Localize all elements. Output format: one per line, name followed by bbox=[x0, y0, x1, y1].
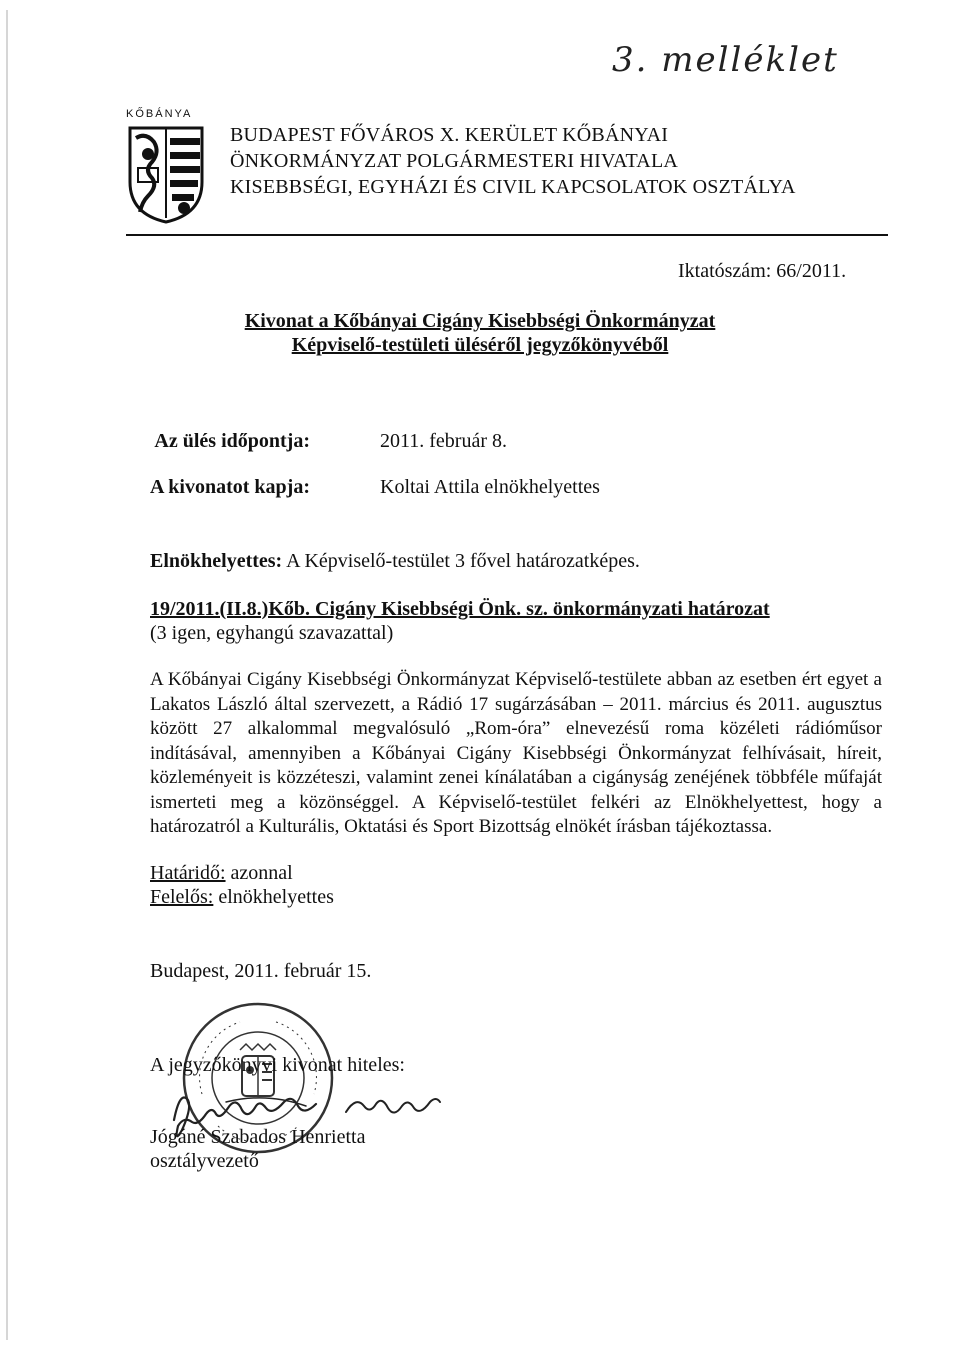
reference-number: Iktatószám: 66/2011. bbox=[678, 260, 847, 282]
closing-place-date: Budapest, 2011. február 15. bbox=[150, 960, 372, 982]
handwritten-annotation: 3. melléklet bbox=[612, 40, 839, 80]
resolution-number: 19/2011.(II.8.)Kőb. Cigány Kisebbségi Önk. sz. önkormányzati határozat bbox=[150, 598, 770, 620]
coat-of-arms-icon bbox=[126, 124, 206, 224]
recipient-label: A kivonatot kapja: bbox=[149, 476, 310, 498]
letterhead-town: KŐBÁNYA bbox=[126, 108, 193, 120]
responsible-label: Felelős: bbox=[150, 886, 214, 908]
resolution-vote: (3 igen, egyhangú szavazattal) bbox=[150, 622, 394, 644]
document-title-line-2: Képviselő-testületi üléséről jegyzőkönyvéből bbox=[291, 334, 669, 356]
quorum-speaker: Elnökhelyettes: bbox=[150, 550, 283, 572]
responsible-line bbox=[150, 886, 334, 909]
deadline-value: azonnal bbox=[230, 862, 293, 884]
meeting-date-label: Az ülés időpontja: bbox=[154, 430, 310, 452]
signatory-position: osztályvezető bbox=[150, 1150, 259, 1172]
document-title-line-1: Kivonat a Kőbányai Cigány Kisebbségi Önkormányzat bbox=[244, 310, 716, 332]
resolution-body: A Kőbányai Cigány Kisebbségi Önkormányzat Képviselő-testülete abban az esetben ért egyet a Lakatos László által szervezett, a Rádió 17 sugárzásában – 2011. március és 2011. augusztus között 27 alkalommal megvalósuló „Rom-óra” elnevezésű roma közéleti rádióműsor indításával, amennyiben a Kőbányai Cigány Kisebbségi Önkormányzat felhívásait, híreit, közleményeit is közzéteszi, valamint zenei kínálatában a cigányság zenéjének többféle műfaját ismerteti meg a közönséggel. A Képviselő-testület felkéri az Elnökhelyettest, hogy a határozatról a Kulturális, Oktatási és Sport Bizottság elnökét írásban tájékoztassa. bbox=[150, 669, 882, 837]
deadline-line bbox=[150, 862, 293, 885]
meeting-date-value: 2011. február 8. bbox=[380, 430, 507, 452]
letterhead-divider bbox=[126, 234, 888, 236]
letterhead-line-3: KISEBBSÉGI, EGYHÁZI ÉS CIVIL KAPCSOLATOK OSZTÁLYA bbox=[230, 176, 796, 198]
quorum-statement bbox=[150, 550, 640, 573]
quorum-text: A Képviselő-testület 3 fővel határozatképes. bbox=[286, 550, 640, 572]
letterhead-line-1: BUDAPEST FŐVÁROS X. KERÜLET KŐBÁNYAI bbox=[230, 124, 669, 146]
letterhead-line-2: ÖNKORMÁNYZAT POLGÁRMESTERI HIVATALA bbox=[230, 150, 679, 172]
scan-edge-line bbox=[6, 10, 8, 1340]
signatory-name: Jógáné Szabados Henrietta bbox=[150, 1126, 366, 1148]
deadline-label: Határidő: bbox=[150, 862, 226, 884]
certification-statement: A jegyzőkönyvi kivonat hiteles: bbox=[150, 1054, 405, 1076]
recipient-value: Koltai Attila elnökhelyettes bbox=[380, 476, 600, 498]
responsible-value: elnökhelyettes bbox=[218, 886, 334, 908]
